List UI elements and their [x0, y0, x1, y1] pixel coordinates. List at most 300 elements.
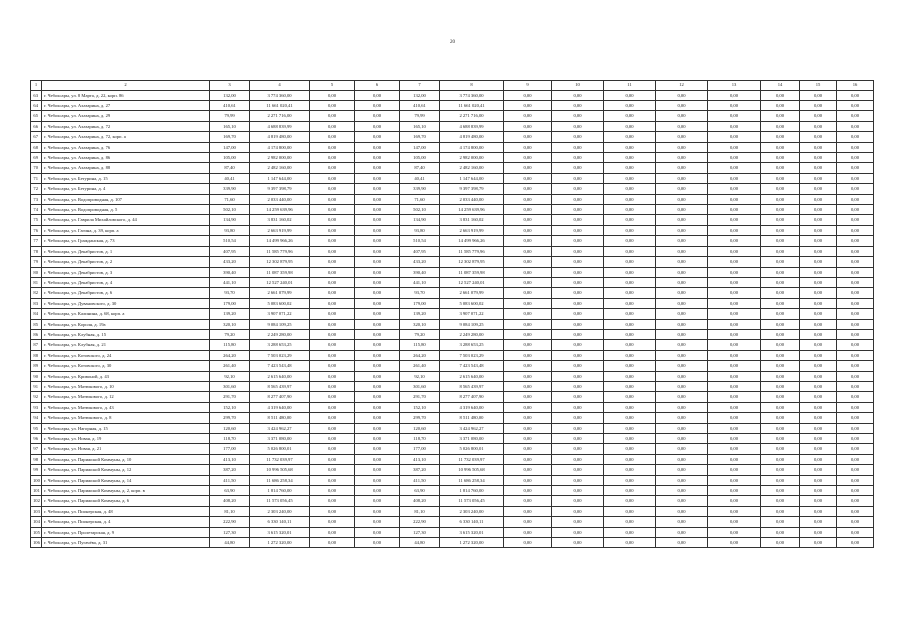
value-cell: 0,00 — [504, 361, 552, 371]
value-cell: 0,00 — [837, 496, 874, 506]
table-row — [31, 381, 874, 391]
value-cell: 0,00 — [708, 329, 761, 339]
value-cell: 0,00 — [708, 121, 761, 131]
table-row — [31, 267, 874, 277]
table-row — [31, 111, 874, 121]
address-cell: г. Чебоксары, ул. Пионерская, д. 4 — [42, 517, 210, 527]
value-cell: 3 615 320,01 — [440, 527, 504, 537]
value-cell: 0,00 — [656, 402, 708, 412]
value-cell: 0,00 — [604, 298, 656, 308]
address-cell: г. Чебоксары, ул. Матюкового, д. 10 — [42, 381, 210, 391]
value-cell: 0,00 — [355, 236, 400, 246]
value-cell: 9 084 109,25 — [250, 319, 310, 329]
value-cell: 0,00 — [355, 288, 400, 298]
value-cell: 0,00 — [761, 340, 800, 350]
value-cell: 0,00 — [708, 517, 761, 527]
row-number-cell: 99 — [31, 465, 42, 475]
value-cell: 0,00 — [355, 173, 400, 183]
value-cell: 3 371 080,00 — [440, 434, 504, 444]
value-cell: 0,00 — [310, 496, 355, 506]
address-cell: г. Чебоксары, ул. Клубная, д. 21 — [42, 340, 210, 350]
row-number-cell: 70 — [31, 163, 42, 173]
row-number-cell: 96 — [31, 434, 42, 444]
value-cell: 0,00 — [552, 309, 604, 319]
value-cell: 0,00 — [552, 527, 604, 537]
value-cell: 0,00 — [310, 329, 355, 339]
value-cell: 152,10 — [400, 402, 440, 412]
value-cell: 0,00 — [800, 392, 837, 402]
value-cell: 0,00 — [504, 101, 552, 111]
address-cell: г. Чебоксары, ул. Нагорная, д. 15 — [42, 423, 210, 433]
value-cell: 0,00 — [552, 361, 604, 371]
value-cell: 502,10 — [400, 205, 440, 215]
value-cell: 0,00 — [837, 381, 874, 391]
value-cell: 0,00 — [708, 163, 761, 173]
value-cell: 0,00 — [355, 184, 400, 194]
value-cell: 0,00 — [504, 194, 552, 204]
value-cell: 0,00 — [355, 361, 400, 371]
value-cell: 139,20 — [400, 309, 440, 319]
value-cell: 0,00 — [552, 465, 604, 475]
address-cell: г. Чебоксары, ул. Клубная, д. 15 — [42, 329, 210, 339]
value-cell: 4 688 839,99 — [250, 121, 310, 131]
value-cell: 0,00 — [656, 194, 708, 204]
value-cell: 0,00 — [761, 215, 800, 225]
value-cell: 0,00 — [604, 163, 656, 173]
value-cell: 0,00 — [504, 381, 552, 391]
value-cell: 0,00 — [761, 101, 800, 111]
value-cell: 0,00 — [708, 267, 761, 277]
value-cell: 8 565 439,97 — [440, 381, 504, 391]
table-row — [31, 277, 874, 287]
value-cell: 179,00 — [210, 298, 250, 308]
row-number-cell: 80 — [31, 267, 42, 277]
value-cell: 0,00 — [800, 402, 837, 412]
value-cell: 6 330 140,11 — [250, 517, 310, 527]
address-cell: г. Чебоксары, ул. Ахазарина, д. 76 — [42, 142, 210, 152]
value-cell: 0,00 — [656, 319, 708, 329]
value-cell: 390,40 — [400, 267, 440, 277]
value-cell: 40,41 — [400, 173, 440, 183]
value-cell: 0,00 — [604, 288, 656, 298]
address-cell: г. Чебоксары, ул. Ахазарина, д. 27 — [42, 101, 210, 111]
row-number-cell: 101 — [31, 486, 42, 496]
value-cell: 407,95 — [400, 246, 440, 256]
value-cell: 0,00 — [761, 142, 800, 152]
value-cell: 0,00 — [837, 173, 874, 183]
value-cell: 8 565 439,97 — [250, 381, 310, 391]
value-cell: 0,00 — [656, 340, 708, 350]
value-cell: 222,90 — [210, 517, 250, 527]
value-cell: 0,00 — [708, 309, 761, 319]
table-row — [31, 423, 874, 433]
value-cell: 0,00 — [708, 413, 761, 423]
value-cell: 0,00 — [708, 361, 761, 371]
column-number-cell: 8 — [440, 81, 504, 91]
value-cell: 0,00 — [800, 236, 837, 246]
value-cell: 0,00 — [837, 465, 874, 475]
value-cell: 0,00 — [552, 392, 604, 402]
value-cell: 79,99 — [400, 111, 440, 121]
value-cell: 0,00 — [800, 215, 837, 225]
value-cell: 118,70 — [400, 434, 440, 444]
value-cell: 433,20 — [210, 257, 250, 267]
value-cell: 0,00 — [504, 267, 552, 277]
value-cell: 502,10 — [210, 205, 250, 215]
address-cell: г. Чебоксары, ул. Бетурина, д. 15 — [42, 173, 210, 183]
address-cell: г. Чебоксары, ул. Матюкового, д. 43 — [42, 402, 210, 412]
value-cell: 4 319 640,00 — [250, 402, 310, 412]
value-cell: 0,00 — [708, 340, 761, 350]
value-cell: 0,00 — [800, 153, 837, 163]
value-cell: 0,00 — [552, 517, 604, 527]
value-cell: 0,00 — [837, 340, 874, 350]
value-cell: 115,80 — [400, 340, 440, 350]
table-row — [31, 298, 874, 308]
row-number-cell: 85 — [31, 319, 42, 329]
value-cell: 2 303 240,00 — [250, 506, 310, 516]
value-cell: 81,10 — [400, 506, 440, 516]
value-cell: 0,00 — [604, 506, 656, 516]
row-number-cell: 69 — [31, 153, 42, 163]
value-cell: 0,00 — [656, 246, 708, 256]
value-cell: 0,00 — [552, 350, 604, 360]
value-cell: 4 174 800,00 — [250, 142, 310, 152]
table-row — [31, 225, 874, 235]
value-cell: 0,00 — [800, 496, 837, 506]
value-cell: 411,50 — [400, 475, 440, 485]
value-cell: 264,20 — [210, 350, 250, 360]
value-cell: 0,00 — [552, 205, 604, 215]
value-cell: 0,00 — [504, 153, 552, 163]
table-row — [31, 215, 874, 225]
value-cell: 0,00 — [355, 319, 400, 329]
value-cell: 0,00 — [504, 246, 552, 256]
value-cell: 0,00 — [604, 101, 656, 111]
value-cell: 4 688 839,99 — [440, 121, 504, 131]
row-number-cell: 89 — [31, 361, 42, 371]
value-cell: 63,90 — [400, 486, 440, 496]
address-cell: г. Чебоксары, ул. Парижской Коммуны, д. 14 — [42, 475, 210, 485]
value-cell: 0,00 — [310, 288, 355, 298]
value-cell: 3 288 653,25 — [250, 340, 310, 350]
value-cell: 0,00 — [504, 465, 552, 475]
value-cell: 0,00 — [604, 444, 656, 454]
value-cell: 0,00 — [708, 444, 761, 454]
value-cell: 11 573 056,45 — [250, 496, 310, 506]
value-cell: 9 397 398,79 — [250, 184, 310, 194]
value-cell: 4 174 800,00 — [440, 142, 504, 152]
value-cell: 4 819 480,00 — [250, 132, 310, 142]
value-cell: 0,00 — [708, 246, 761, 256]
row-number-cell: 81 — [31, 277, 42, 287]
address-cell: г. Чебоксары, ул. Парижской Коммуны, д. 6 — [42, 496, 210, 506]
value-cell: 0,00 — [800, 142, 837, 152]
table-row — [31, 340, 874, 350]
value-cell: 0,00 — [800, 111, 837, 121]
value-cell: 0,00 — [837, 277, 874, 287]
value-cell: 0,00 — [837, 288, 874, 298]
value-cell: 0,00 — [310, 413, 355, 423]
value-cell: 441,10 — [400, 277, 440, 287]
value-cell: 0,00 — [656, 475, 708, 485]
value-cell: 81,10 — [210, 506, 250, 516]
value-cell: 291,70 — [210, 392, 250, 402]
value-cell: 0,00 — [604, 361, 656, 371]
value-cell: 0,00 — [552, 90, 604, 100]
value-cell: 0,00 — [310, 90, 355, 100]
value-cell: 0,00 — [800, 517, 837, 527]
value-cell: 44,80 — [400, 538, 440, 548]
value-cell: 0,00 — [355, 215, 400, 225]
value-cell: 0,00 — [837, 257, 874, 267]
value-cell: 3 831 160,02 — [440, 215, 504, 225]
value-cell: 0,00 — [761, 527, 800, 537]
value-cell: 10 996 505,68 — [250, 465, 310, 475]
value-cell: 0,00 — [837, 153, 874, 163]
value-cell: 0,00 — [604, 205, 656, 215]
value-cell: 0,00 — [837, 361, 874, 371]
address-cell: г. Чебоксары, ул. Матюкового, д. 8 — [42, 413, 210, 423]
value-cell: 0,00 — [310, 538, 355, 548]
column-number-cell: 6 — [355, 81, 400, 91]
value-cell: 0,00 — [761, 454, 800, 464]
value-cell: 14 499 966,26 — [250, 236, 310, 246]
value-cell: 0,00 — [604, 309, 656, 319]
value-cell: 0,00 — [310, 371, 355, 381]
address-cell: г. Чебоксары, ул. Калинина, д. 68, корп. а — [42, 309, 210, 319]
column-number-cell: 13 — [708, 81, 761, 91]
value-cell: 0,00 — [656, 371, 708, 381]
value-cell: 320,10 — [210, 319, 250, 329]
value-cell: 0,00 — [800, 486, 837, 496]
value-cell: 0,00 — [761, 111, 800, 121]
value-cell: 0,00 — [656, 454, 708, 464]
value-cell: 92,10 — [210, 371, 250, 381]
value-cell: 0,00 — [761, 309, 800, 319]
value-cell: 0,00 — [310, 298, 355, 308]
value-cell: 0,00 — [837, 506, 874, 516]
value-cell: 0,00 — [708, 381, 761, 391]
value-cell: 0,00 — [761, 434, 800, 444]
value-cell: 1 814 760,00 — [440, 486, 504, 496]
value-cell: 0,00 — [837, 132, 874, 142]
value-cell: 139,20 — [210, 309, 250, 319]
address-cell: г. Чебоксары, ул. Бетурина, д. 4 — [42, 184, 210, 194]
value-cell: 0,00 — [708, 184, 761, 194]
address-cell: г. Чебоксары, ул. Кривоной, д. 43 — [42, 371, 210, 381]
value-cell: 0,00 — [552, 475, 604, 485]
address-cell: г. Чебоксары, ул. Короля, д. 19а — [42, 319, 210, 329]
value-cell: 0,00 — [310, 184, 355, 194]
value-cell: 0,00 — [761, 298, 800, 308]
value-cell: 0,00 — [504, 496, 552, 506]
value-cell: 0,00 — [604, 246, 656, 256]
value-cell: 3 774 360,00 — [250, 90, 310, 100]
value-cell: 0,00 — [355, 340, 400, 350]
row-number-cell: 102 — [31, 496, 42, 506]
value-cell: 93,70 — [210, 288, 250, 298]
value-cell: 0,00 — [800, 506, 837, 516]
value-cell: 0,00 — [552, 153, 604, 163]
value-cell: 0,00 — [310, 381, 355, 391]
value-cell: 2 663 919,99 — [440, 225, 504, 235]
value-cell: 0,00 — [310, 173, 355, 183]
table-row — [31, 288, 874, 298]
row-number-cell: 103 — [31, 506, 42, 516]
value-cell: 0,00 — [761, 361, 800, 371]
value-cell: 0,00 — [656, 267, 708, 277]
value-cell: 0,00 — [504, 402, 552, 412]
value-cell: 0,00 — [837, 205, 874, 215]
value-cell: 0,00 — [708, 173, 761, 183]
value-cell: 118,70 — [210, 434, 250, 444]
row-number-cell: 64 — [31, 101, 42, 111]
value-cell: 0,00 — [310, 215, 355, 225]
value-cell: 11 686 258,34 — [440, 475, 504, 485]
value-cell: 14 499 966,26 — [440, 236, 504, 246]
value-cell: 0,00 — [656, 309, 708, 319]
value-cell: 387,20 — [400, 465, 440, 475]
value-cell: 0,00 — [800, 309, 837, 319]
value-cell: 0,00 — [761, 350, 800, 360]
address-cell: г. Чебоксары, ул. Гражданская, д. 73 — [42, 236, 210, 246]
table-row — [31, 142, 874, 152]
value-cell: 179,00 — [400, 298, 440, 308]
column-number-cell: 11 — [604, 81, 656, 91]
value-cell: 0,00 — [800, 132, 837, 142]
value-cell: 0,00 — [708, 423, 761, 433]
value-cell: 14 259 639,96 — [440, 205, 504, 215]
value-cell: 0,00 — [310, 205, 355, 215]
value-cell: 261,40 — [210, 361, 250, 371]
value-cell: 0,00 — [800, 90, 837, 100]
value-cell: 0,00 — [310, 475, 355, 485]
value-cell: 0,00 — [761, 277, 800, 287]
column-number-cell: 12 — [656, 81, 708, 91]
table-body — [31, 81, 874, 548]
value-cell: 0,00 — [604, 173, 656, 183]
value-cell: 0,00 — [656, 444, 708, 454]
row-number-cell: 75 — [31, 215, 42, 225]
address-cell: г. Чебоксары, ул. Гагина, д. 39, корп. а — [42, 225, 210, 235]
value-cell: 1 272 320,00 — [440, 538, 504, 548]
value-cell: 0,00 — [355, 121, 400, 131]
value-cell: 0,00 — [656, 184, 708, 194]
table-row — [31, 205, 874, 215]
value-cell: 0,00 — [800, 423, 837, 433]
value-cell: 0,00 — [552, 329, 604, 339]
value-cell: 0,00 — [355, 371, 400, 381]
value-cell: 0,00 — [837, 90, 874, 100]
value-cell: 3 831 160,02 — [250, 215, 310, 225]
address-cell: г. Чебоксары, ул. Декабристов, д. 3 — [42, 267, 210, 277]
value-cell: 410,61 — [400, 101, 440, 111]
value-cell: 0,00 — [761, 465, 800, 475]
row-number-cell: 83 — [31, 298, 42, 308]
value-cell: 71,60 — [210, 194, 250, 204]
value-cell: 0,00 — [604, 413, 656, 423]
row-number-cell: 73 — [31, 194, 42, 204]
value-cell: 0,00 — [656, 90, 708, 100]
value-cell: 0,00 — [837, 101, 874, 111]
value-cell: 0,00 — [552, 257, 604, 267]
address-cell: г. Чебоксары, ул. Декабристов, д. 1 — [42, 246, 210, 256]
value-cell: 0,00 — [761, 184, 800, 194]
value-cell: 413,10 — [400, 454, 440, 464]
value-cell: 134,90 — [400, 215, 440, 225]
value-cell: 0,00 — [800, 381, 837, 391]
value-cell: 0,00 — [355, 506, 400, 516]
value-cell: 0,00 — [604, 329, 656, 339]
value-cell: 0,00 — [708, 101, 761, 111]
value-cell: 1 147 644,00 — [440, 173, 504, 183]
value-cell: 410,61 — [210, 101, 250, 111]
table-row — [31, 361, 874, 371]
value-cell: 0,00 — [761, 506, 800, 516]
value-cell: 127,30 — [400, 527, 440, 537]
value-cell: 320,10 — [400, 319, 440, 329]
value-cell: 2 482 160,00 — [440, 163, 504, 173]
value-cell: 0,00 — [504, 319, 552, 329]
row-number-cell: 86 — [31, 329, 42, 339]
value-cell: 3 288 653,25 — [440, 340, 504, 350]
value-cell: 0,00 — [310, 142, 355, 152]
value-cell: 0,00 — [310, 517, 355, 527]
value-cell: 2 663 919,99 — [250, 225, 310, 235]
value-cell: 0,00 — [800, 184, 837, 194]
value-cell: 0,00 — [355, 163, 400, 173]
value-cell: 2 271 716,00 — [440, 111, 504, 121]
value-cell: 0,00 — [310, 246, 355, 256]
value-cell: 0,00 — [708, 298, 761, 308]
value-cell: 0,00 — [656, 423, 708, 433]
value-cell: 0,00 — [800, 298, 837, 308]
value-cell: 0,00 — [837, 413, 874, 423]
value-cell: 0,00 — [504, 277, 552, 287]
value-cell: 105,00 — [400, 153, 440, 163]
page-number: 20 — [450, 40, 455, 45]
value-cell: 0,00 — [837, 236, 874, 246]
value-cell: 0,00 — [504, 215, 552, 225]
value-cell: 0,00 — [310, 194, 355, 204]
value-cell: 0,00 — [310, 486, 355, 496]
table-row — [31, 402, 874, 412]
value-cell: 390,40 — [210, 267, 250, 277]
value-cell: 0,00 — [552, 215, 604, 225]
value-cell: 0,00 — [552, 319, 604, 329]
value-cell: 11 686 258,34 — [250, 475, 310, 485]
value-cell: 0,00 — [800, 319, 837, 329]
value-cell: 3 424 962,27 — [440, 423, 504, 433]
value-cell: 0,00 — [708, 392, 761, 402]
value-cell: 0,00 — [708, 454, 761, 464]
value-cell: 0,00 — [656, 215, 708, 225]
value-cell: 0,00 — [552, 413, 604, 423]
value-cell: 0,00 — [552, 173, 604, 183]
value-cell: 0,00 — [355, 402, 400, 412]
value-cell: 0,00 — [355, 444, 400, 454]
value-cell: 177,00 — [210, 444, 250, 454]
value-cell: 0,00 — [708, 111, 761, 121]
value-cell: 44,80 — [210, 538, 250, 548]
value-cell: 0,00 — [310, 444, 355, 454]
value-cell: 0,00 — [800, 246, 837, 256]
value-cell: 0,00 — [656, 506, 708, 516]
value-cell: 0,00 — [837, 267, 874, 277]
address-cell: г. Чебоксары, ул. Парижской Коммуны, д. 2, корп. в — [42, 486, 210, 496]
value-cell: 0,00 — [837, 350, 874, 360]
